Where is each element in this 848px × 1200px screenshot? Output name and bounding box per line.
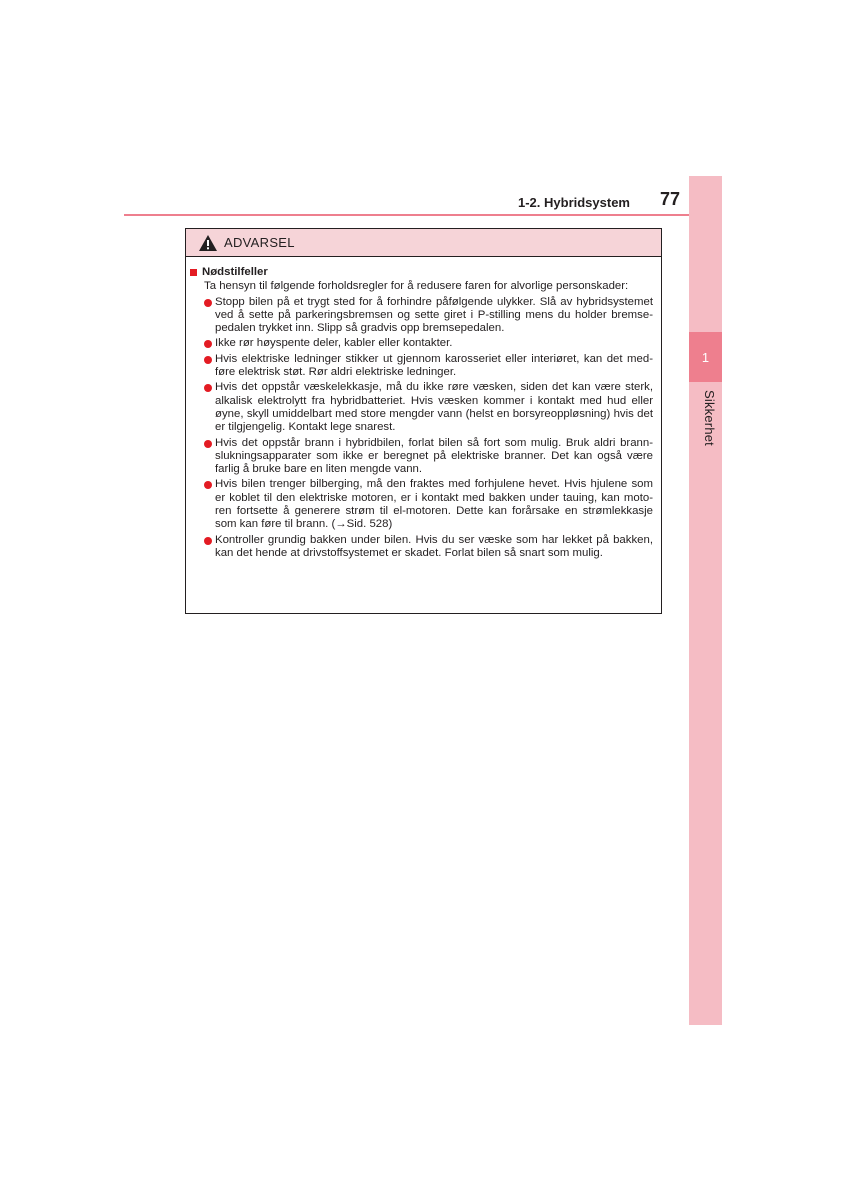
bullet-text: Ikke rør høyspente deler, kabler eller kontakter. bbox=[215, 337, 453, 350]
section-title: 1-2. Hybridsystem bbox=[518, 195, 630, 210]
warning-header bbox=[186, 229, 661, 257]
chapter-label: Sikkerhet bbox=[702, 390, 717, 446]
bullet-item bbox=[204, 353, 653, 380]
red-bullet-icon bbox=[204, 440, 212, 448]
red-bullet-icon bbox=[204, 299, 212, 307]
chapter-side-tab bbox=[689, 176, 722, 1025]
warning-title: ADVARSEL bbox=[224, 235, 295, 250]
red-bullet-icon bbox=[204, 537, 212, 545]
bullet-text: Hvis elektriske ledninger stikker ut gjennom karosseriet eller interiøret, kan det med-føre elektrisk støt. Rør aldri elektriske ledninger. bbox=[215, 352, 653, 379]
warning-box bbox=[185, 228, 662, 614]
bullet-text: Hvis det oppstår væskelekkasje, må du ikke røre væsken, siden det kan være sterk, alkalisk elektrolytt fra hybridbatteriet. Hvis væsken kommer i kontakt med hud eller øyne, skyll umiddelbart med store mengder vann (helst en borsyreoppløsning) hvis det er tilgjengelig. Kontakt lege snarest. bbox=[215, 381, 653, 434]
warning-bullet-list bbox=[190, 296, 653, 561]
bullet-item bbox=[204, 296, 653, 336]
header-divider bbox=[124, 214, 689, 216]
red-square-icon bbox=[190, 269, 197, 276]
red-bullet-icon bbox=[204, 340, 212, 348]
bullet-item bbox=[204, 381, 653, 434]
subheading-text: Nødstilfeller bbox=[202, 266, 268, 278]
warning-intro: Ta hensyn til følgende forholdsregler for å redusere faren for alvorlige personskader: bbox=[204, 280, 629, 293]
bullet-text: Hvis det oppstår brann i hybridbilen, forlat bilen så fort som mulig. Bruk aldri brann-slukningsapparater som ikke er beregnet på elektriske branner. Det kan også være farlig å bruke bare en liten mengde vann. bbox=[215, 436, 653, 476]
red-bullet-icon bbox=[204, 384, 212, 392]
warning-triangle-icon bbox=[198, 234, 218, 252]
bullet-item bbox=[204, 534, 653, 561]
bullet-item bbox=[204, 478, 653, 531]
chapter-number: 1 bbox=[689, 332, 722, 382]
bullet-text: Kontroller grundig bakken under bilen. Hvis du ser væske som har lekket på bakken, kan det hende at drivstoffsystemet er skadet. Forlat bilen så snart som mulig. bbox=[215, 533, 653, 559]
bullet-text: Stopp bilen på et trygt sted for å forhindre påfølgende ulykker. Slå av hybridsystemet ved å sette på parkeringsbremsen og sette giret i P-stilling mens du holder bremse-pedalen trykket inn. Slipp så gradvis opp bremsepedalen. bbox=[215, 295, 653, 335]
warning-subheading bbox=[190, 266, 653, 279]
red-bullet-icon bbox=[204, 356, 212, 364]
bullet-item bbox=[204, 337, 653, 350]
page-number: 77 bbox=[660, 189, 681, 209]
red-bullet-icon bbox=[204, 481, 212, 489]
warning-body bbox=[186, 257, 661, 560]
bullet-text: Hvis bilen trenger bilberging, må den fraktes med forhjulene hevet. Hvis hjulene som er koblet til den elektriske motoren, er i kontakt med bakken under tauing, kan moto-ren fortsette å generere strøm til el-motoren. Dette kan forårsake en strømlekkasje som kan føre til brann. (→Sid. 528) bbox=[215, 478, 653, 531]
bullet-item bbox=[204, 437, 653, 477]
